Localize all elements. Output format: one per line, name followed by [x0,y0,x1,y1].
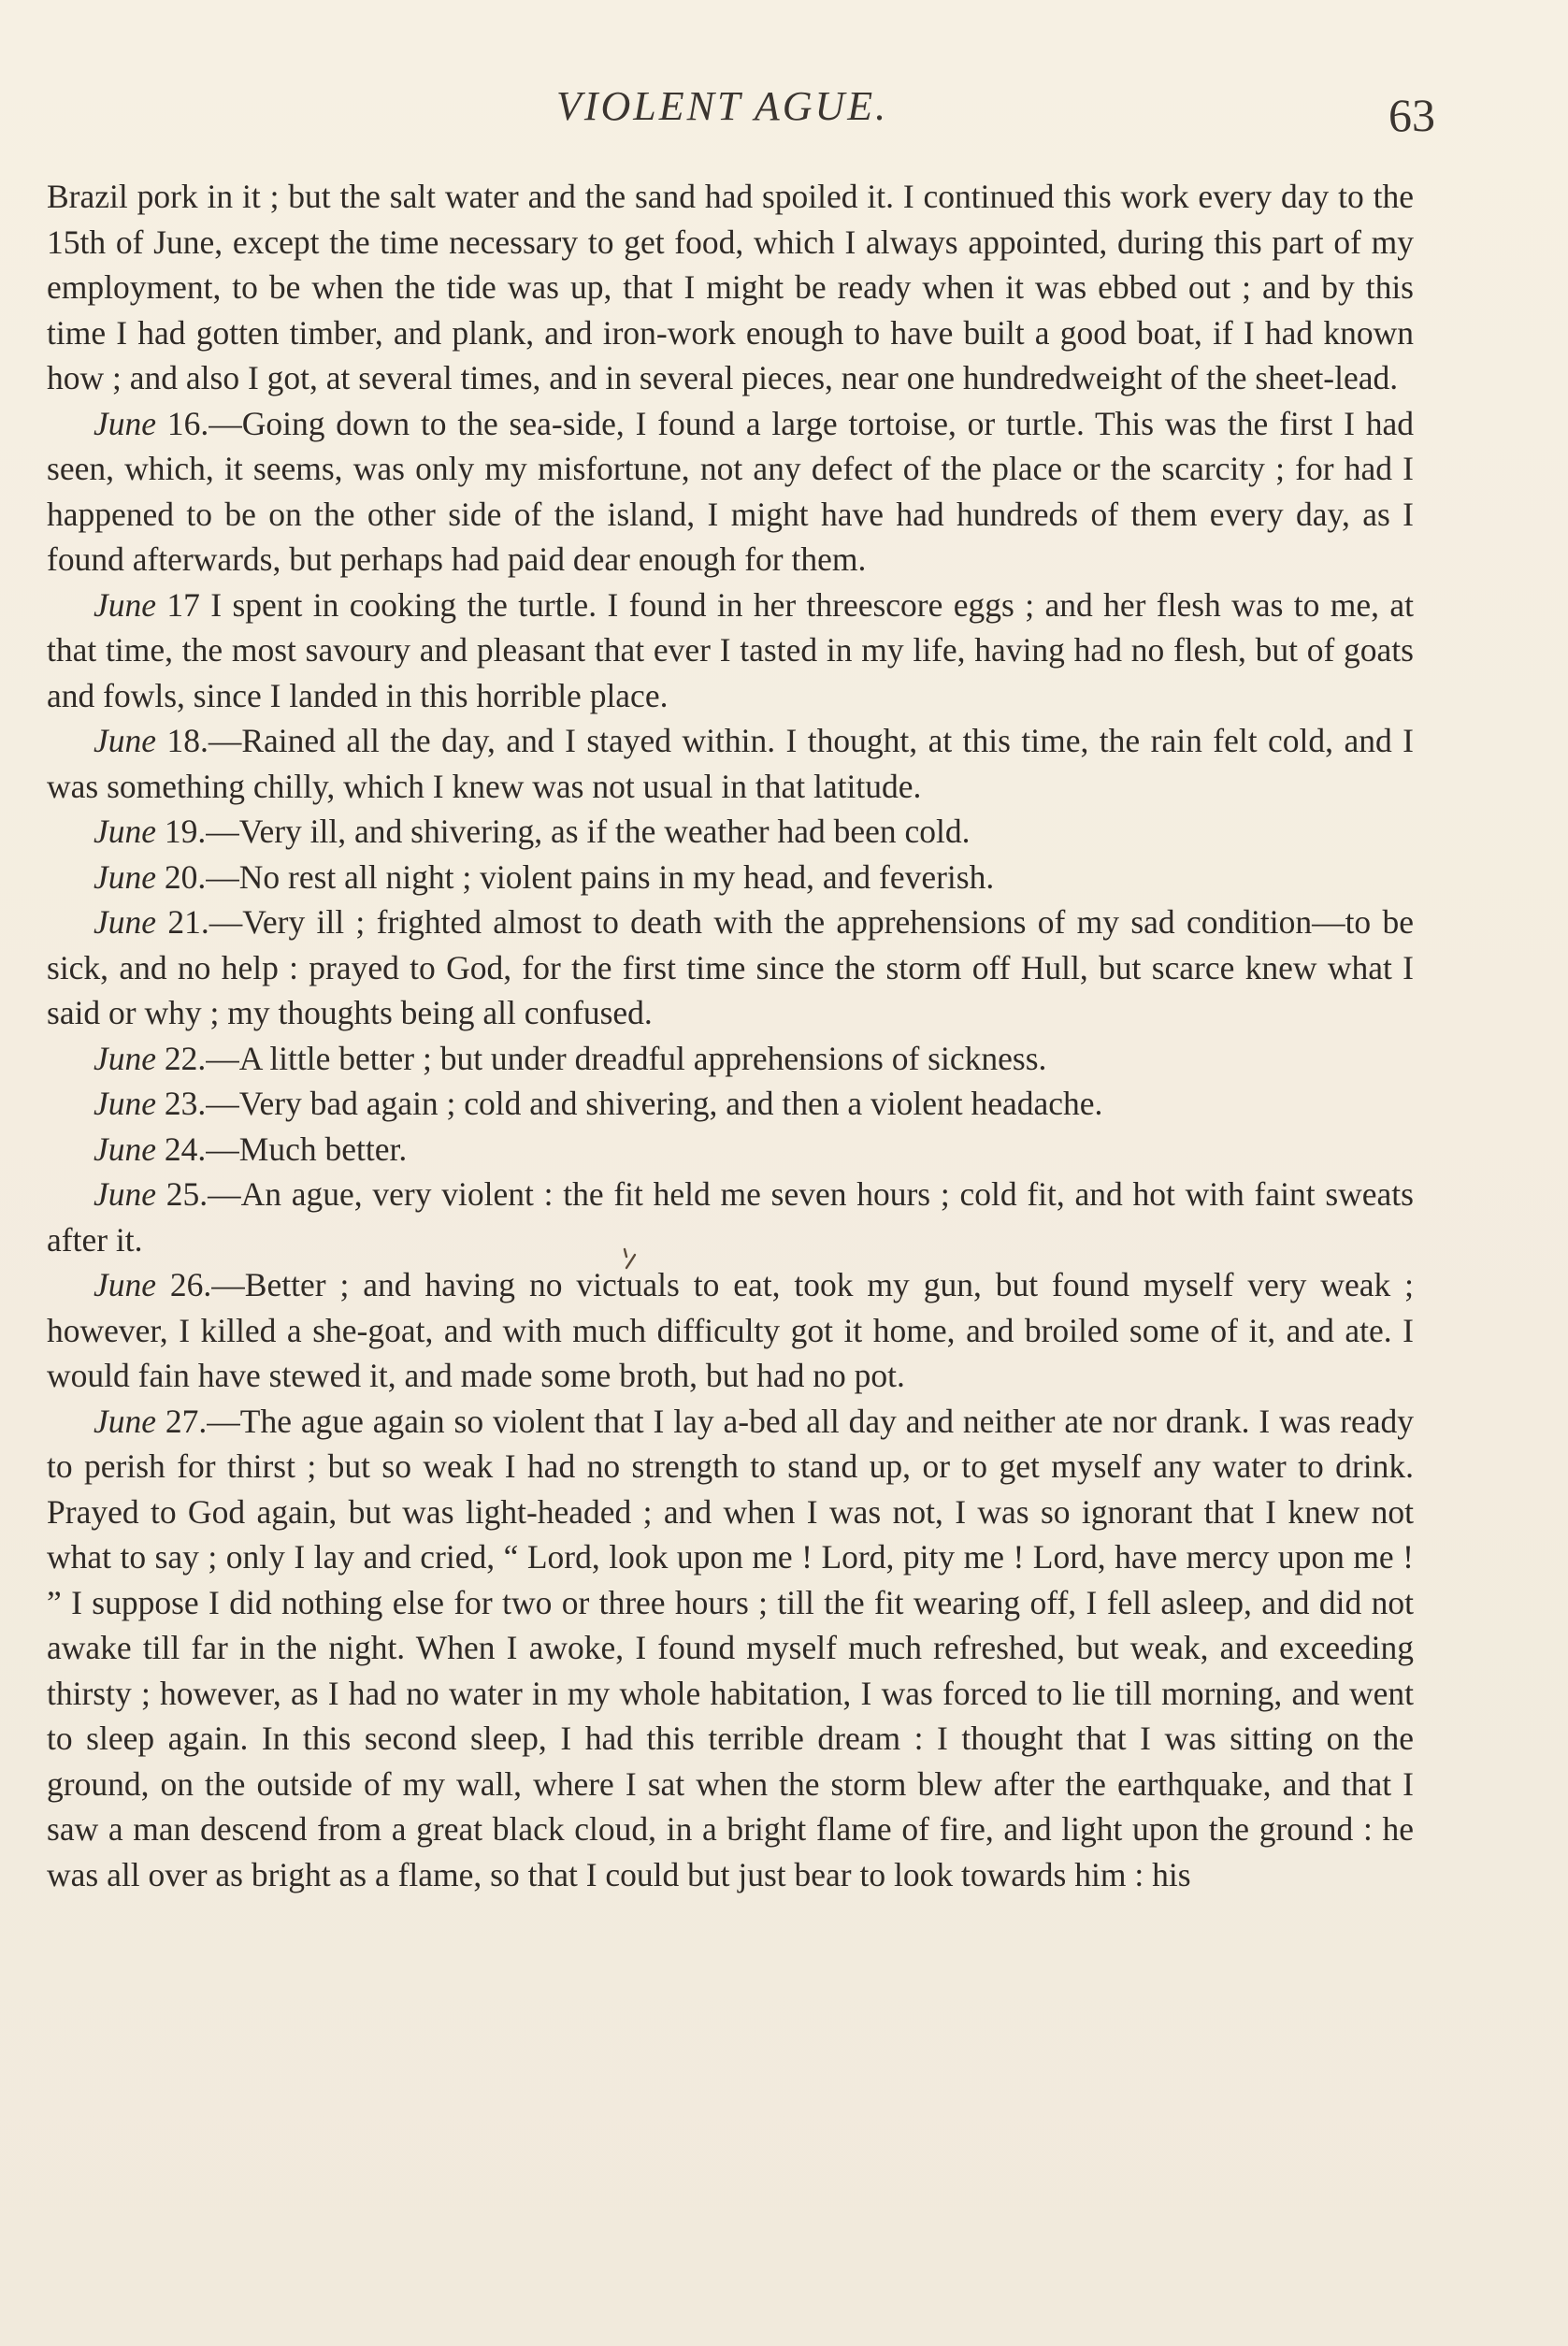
entry-text: 19.—Very ill, and shivering, as if the weather had been cold. [156,813,971,850]
journal-entry [47,1399,1414,1898]
journal-entry [47,1172,1414,1262]
paragraph [47,174,1414,401]
journal-entry [47,583,1414,719]
entry-date: June [94,1266,157,1303]
entry-text: 22.—A little better ; but under dreadful apprehensions of sickness. [156,1039,1047,1077]
entry-text: 16.—Going down to the sea-side, I found a large tortoise, or turtle. This was the first I had seen, which, it seems, was only my misfortune, not any defect of the place or the scarcity ; for had I happened to be on the other side of the island, I might have had hundreds of them every day, as I found afterwards, but perhaps had paid dear enough for them. [47,404,1414,578]
journal-entry [47,855,1414,900]
margin-pencil-mark [621,1245,640,1272]
entry-date: June [94,903,157,941]
entry-text: 18.—Rained all the day, and I stayed within. I thought, at this time, the rain felt cold, and I was something chilly, which I knew was not usual in that latitude. [47,722,1414,805]
entry-date: June [94,404,157,442]
running-title: VIOLENT AGUE. [556,83,889,129]
entry-text: 24.—Much better. [156,1130,408,1168]
journal-entry [47,718,1414,809]
entry-text: 20.—No rest all night ; violent pains in my head, and feverish. [156,857,995,896]
entry-date: June [94,1039,157,1077]
journal-entry [47,1262,1414,1399]
entry-text: 21.—Very ill ; frighted almost to death with the apprehensions of my sad condition—to be sick, and no help : prayed to God, for the first time since the storm off Hull, but scarce knew what I said or why ; my thoughts being all confused. [47,903,1414,1031]
journal-entry [47,900,1414,1036]
page-number: 63 [1388,89,1435,141]
entry-date: June [94,585,157,624]
entry-text: 17 I spent in cooking the turtle. I found in her threescore eggs ; and her flesh was to me, at that time, the most savoury and pleasant that ever I tasted in my life, having had no flesh, but of goats and fowls, since I landed in this horrible place. [47,585,1414,714]
entry-text: 25.—An ague, very violent : the fit held me seven hours ; cold fit, and hot with faint sweats after it. [47,1175,1414,1259]
journal-entry [47,1081,1414,1127]
entry-date: June [94,1175,157,1213]
entry-text: 26.—Better ; and having no victuals to eat, took my gun, but found myself very weak ; however, I killed a she-goat, and with much difficulty got it home, and broiled some of it, and ate. I would fain have stewed it, and made some broth, but had no pot. [47,1266,1414,1394]
journal-entry [47,809,1414,855]
entry-date: June [94,1402,157,1440]
entry-date: June [94,857,157,896]
entry-date: June [94,722,157,759]
journal-entry [47,1036,1414,1082]
entry-date: June [94,813,157,850]
journal-entry [47,1127,1414,1173]
entry-text: 23.—Very bad again ; cold and shivering, and then a violent headache. [156,1085,1103,1122]
page-header [556,82,1491,148]
entry-date: June [94,1130,157,1168]
paragraph-text: Brazil pork in it ; but the salt water and the sand had spoiled it. I continued this work every day to the 15th of June, except the time necessary to get food, which I always appointed, during this part of my employment, to be when the tide was up, that I might be ready when it was ebbed out ; and by this time I had gotten timber, and plank, and iron-work enough to have built a good boat, if I had known how ; and also I got, at several times, and in several pieces, near one hundredweight of the sheet-lead. [47,178,1414,396]
body-text [47,174,1414,1897]
entry-text: 27.—The ague again so violent that I lay a-bed all day and neither ate nor drank. I was ready to perish for thirst ; but so weak I had no strength to stand up, or to get myself any water to drink. Prayed to God again, but was light-headed ; and when I was not, I was so ignorant that I knew not what to say ; only I lay and cried, “ Lord, look upon me ! Lord, pity me ! Lord, have mercy upon me ! ” I suppose I did nothing else for two or three hours ; till the fit wearing off, I fell asleep, and did not awake till far in the night. When I awoke, I found myself much refreshed, but weak, and exceeding thirsty ; however, as I had no water in my whole habitation, I was forced to lie till morning, and went to sleep again. In this second sleep, I had this terrible dream : I thought that I was sitting on the ground, on the outside of my wall, where I sat when the storm blew after the earthquake, and that I saw a man descend from a great black cloud, in a bright flame of fire, and light upon the ground : he was all over as bright as a flame, so that I could but just bear to look towards him : his [47,1402,1414,1893]
entry-date: June [94,1085,157,1122]
journal-entry [47,401,1414,583]
